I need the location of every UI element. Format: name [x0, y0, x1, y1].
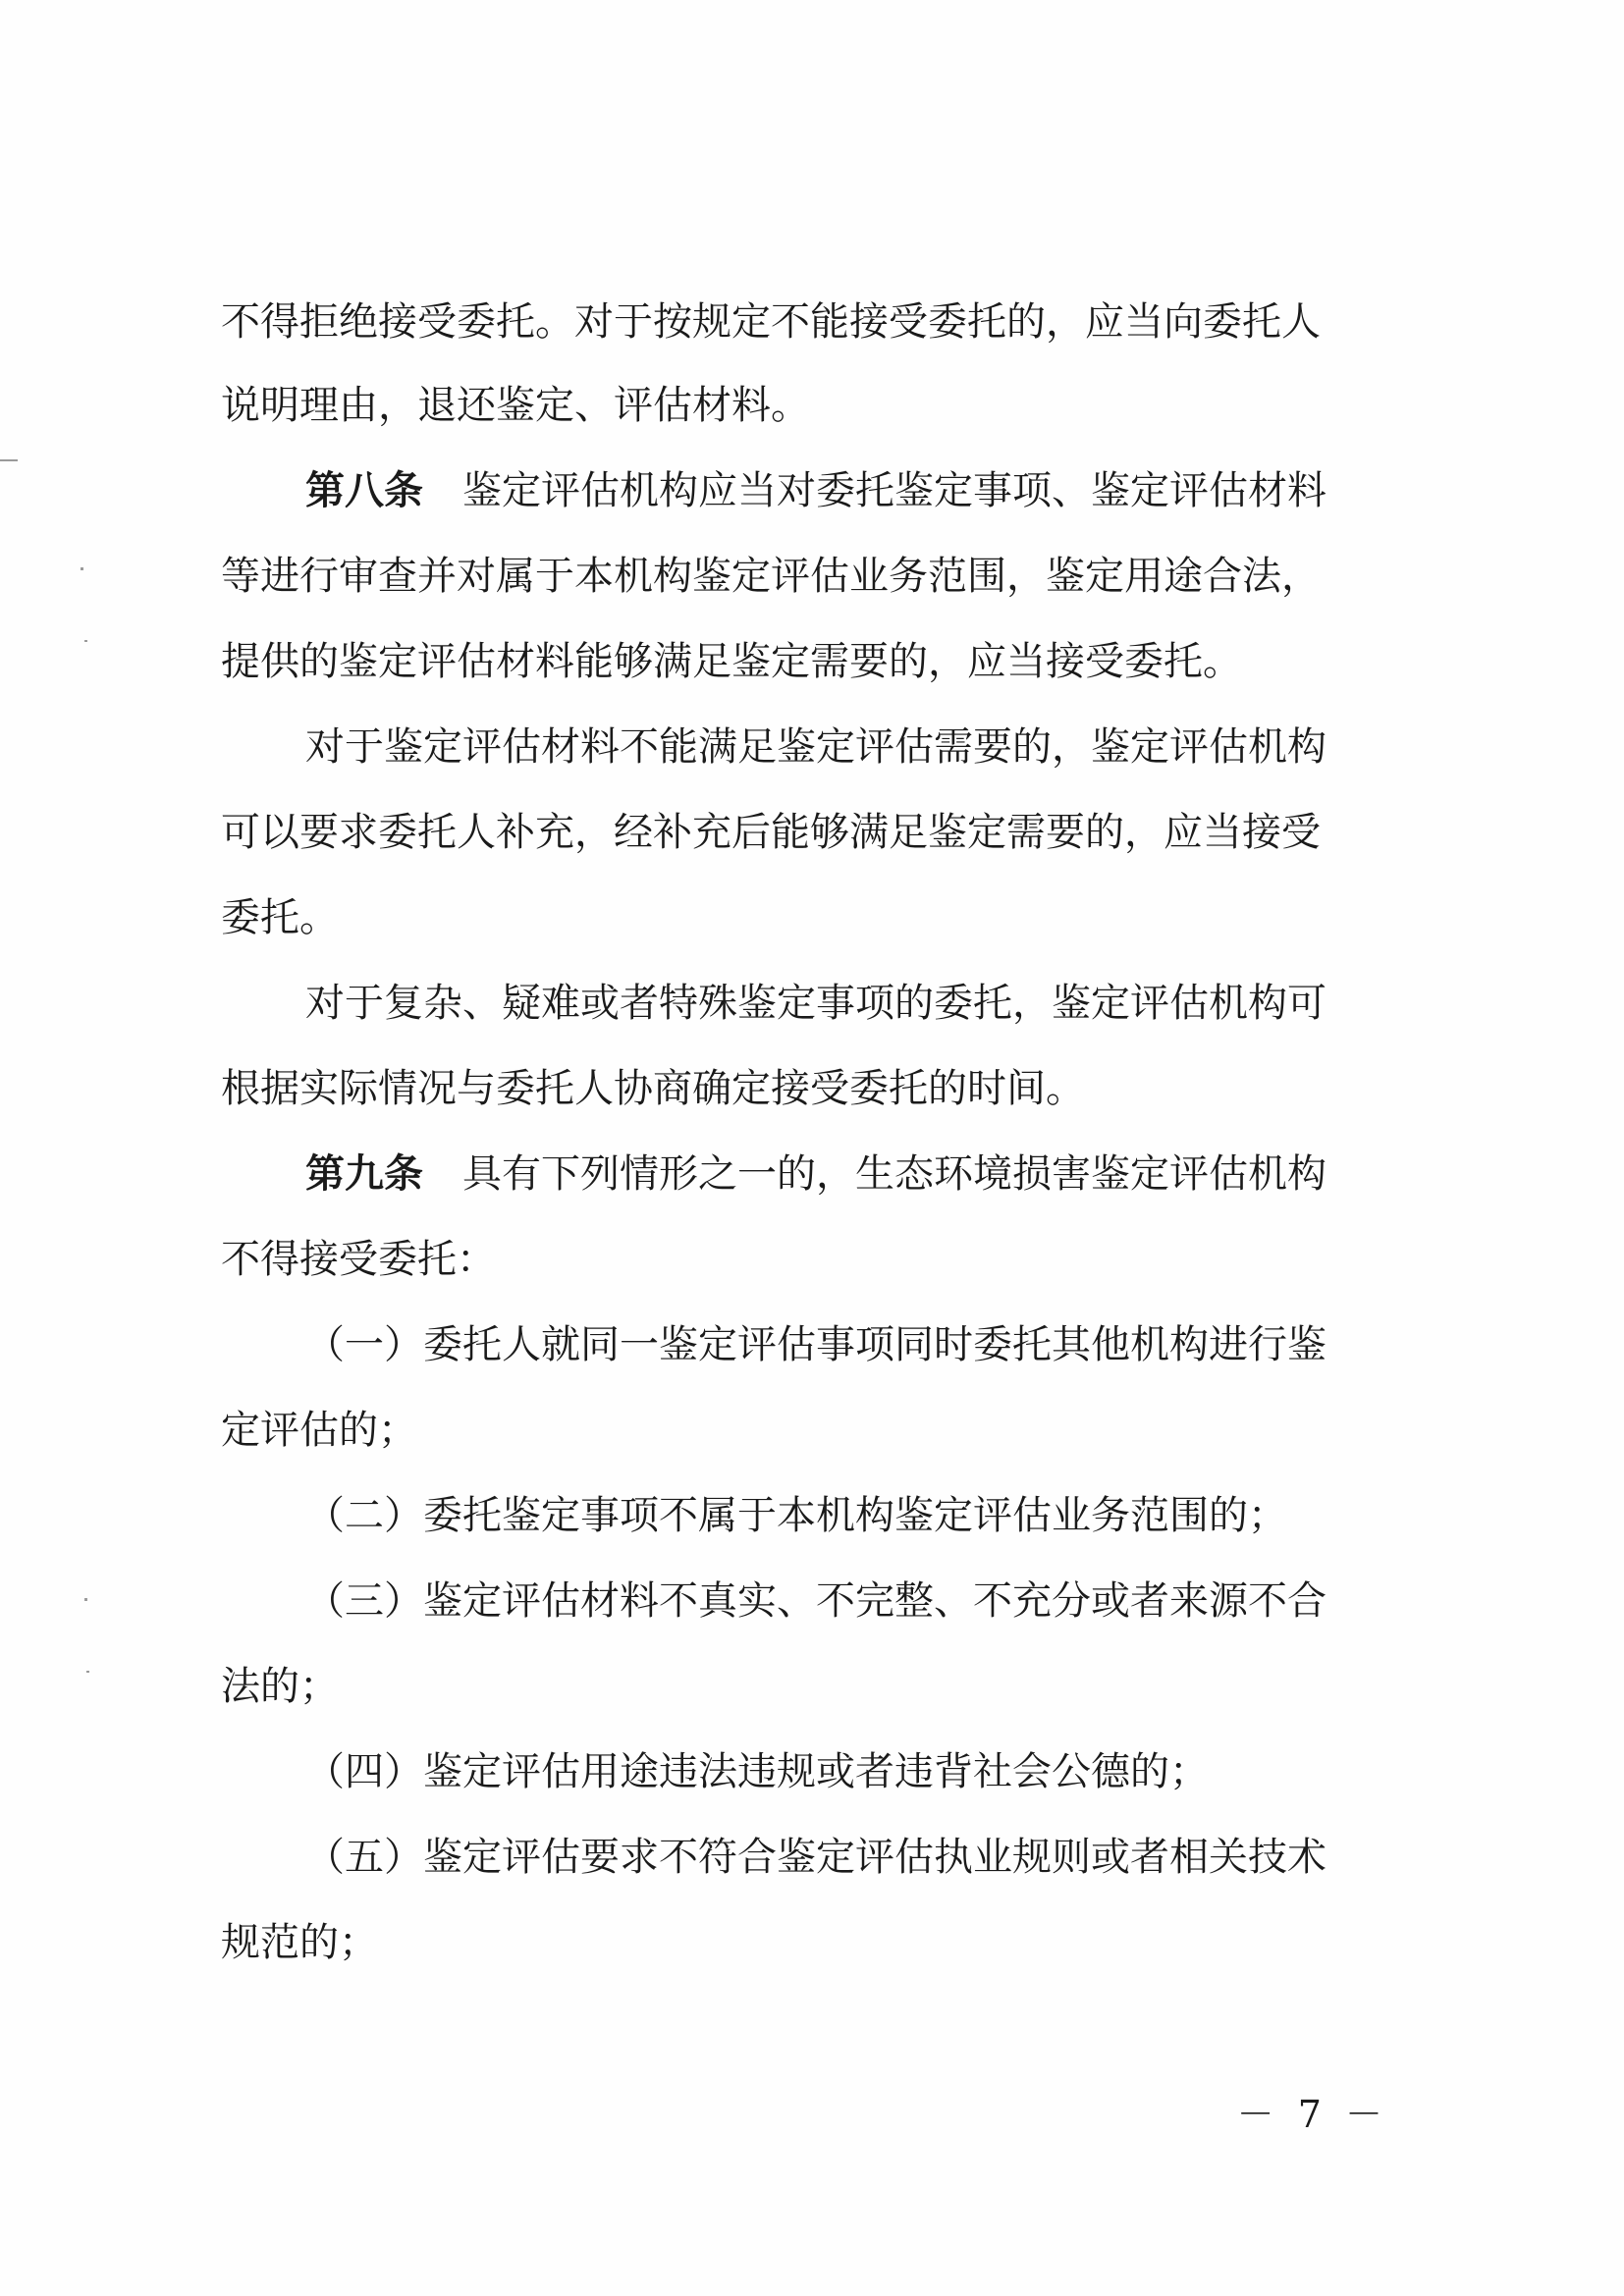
- body-text: 具有下列情形之一的，生态环境损害鉴定评估机构: [462, 1151, 1326, 1197]
- list-item-2: （二）委托鉴定事项不属于本机构鉴定评估业务范围的；: [305, 1493, 1287, 1538]
- scan-speck: [84, 1598, 87, 1601]
- body-line: 说明理由，退还鉴定、评估材料。: [221, 383, 810, 428]
- body-line: 对于鉴定评估材料不能满足鉴定评估需要的，鉴定评估机构: [305, 724, 1326, 770]
- list-item-5-cont: 规范的；: [221, 1920, 378, 1965]
- body-line: 提供的鉴定评估材料能够满足鉴定需要的，应当接受委托。: [221, 639, 1242, 684]
- article-9-first-line: [221, 1150, 1513, 1198]
- article-9-heading: 第九条: [305, 1151, 423, 1197]
- list-item-3-cont: 法的；: [221, 1664, 339, 1709]
- list-item-4: （四）鉴定评估用途违法违规或者违背社会公德的；: [305, 1749, 1209, 1794]
- list-item-3: （三）鉴定评估材料不真实、不完整、不充分或者来源不合: [305, 1578, 1326, 1624]
- body-line: 不得接受委托：: [221, 1237, 496, 1282]
- body-line: 根据实际情况与委托人协商确定接受委托的时间。: [221, 1066, 1085, 1111]
- article-8-heading: 第八条: [305, 468, 423, 513]
- page-number: － 7 －: [1236, 2093, 1388, 2136]
- scan-speck: [86, 1671, 89, 1673]
- list-item-1: （一）委托人就同一鉴定评估事项同时委托其他机构进行鉴: [305, 1322, 1326, 1367]
- scan-speck: [81, 567, 83, 570]
- body-text: 鉴定评估机构应当对委托鉴定事项、鉴定评估材料: [462, 468, 1326, 513]
- list-item-5: （五）鉴定评估要求不符合鉴定评估执业规则或者相关技术: [305, 1835, 1326, 1880]
- body-line: 不得拒绝接受委托。对于按规定不能接受委托的，应当向委托人: [221, 299, 1321, 345]
- body-line: 等进行审查并对属于本机构鉴定评估业务范围，鉴定用途合法，: [221, 554, 1321, 599]
- scan-speck: [0, 459, 18, 461]
- list-item-1-cont: 定评估的；: [221, 1408, 417, 1453]
- body-line: 对于复杂、疑难或者特殊鉴定事项的委托，鉴定评估机构可: [305, 981, 1326, 1026]
- scan-speck: [84, 640, 87, 642]
- body-line: 委托。: [221, 895, 339, 940]
- body-line: 可以要求委托人补充，经补充后能够满足鉴定需要的，应当接受: [221, 810, 1321, 855]
- article-8-first-line: [221, 467, 1513, 514]
